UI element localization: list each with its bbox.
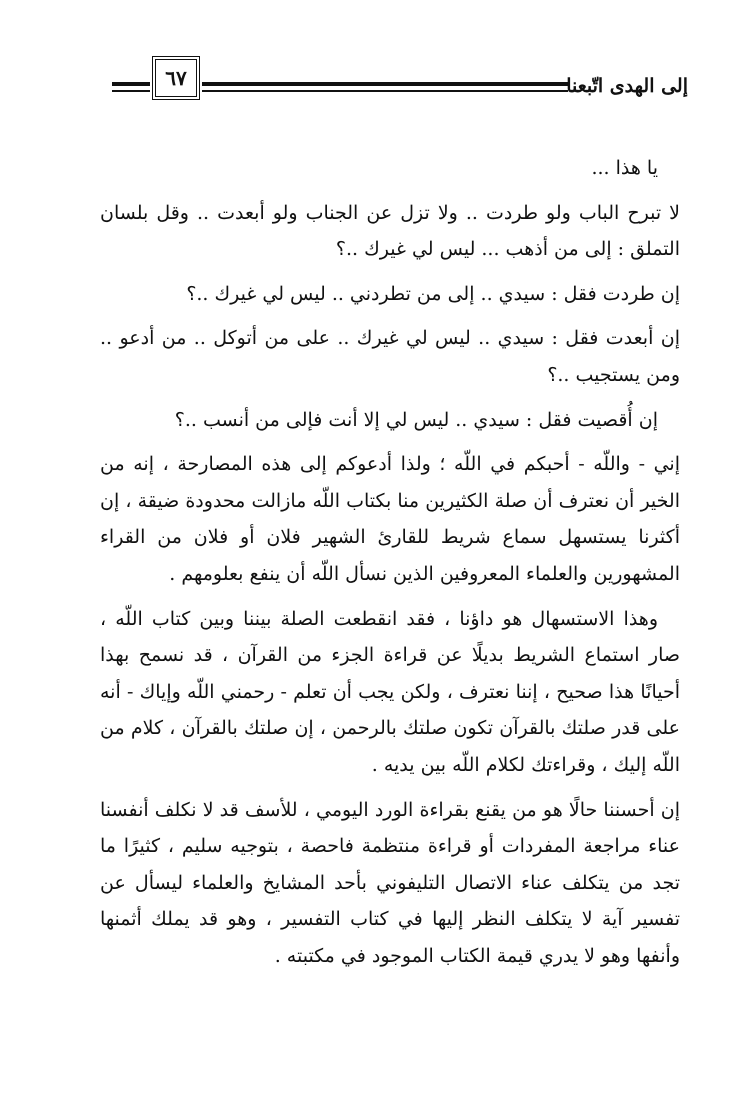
- running-title: إلى الهدى اتّبعنا: [566, 75, 688, 97]
- paragraph: وهذا الاستسهال هو داؤنا ، فقد انقطعت الصلة بيننا وبين كتاب اللّه ، صار استماع الشريط بديلًا عن قراءة الجزء من القرآن ، قد نسمح بهذا أحيانًا هذا صحيح ، إننا نعترف ، ولكن يجب أن تعلم - رحمني اللّه وإياك - أنه على قدر صلتك بالقرآن تكون صلتك بالرحمن ، إن صلتك بالقرآن ، كلام من اللّه إليك ، وقراءتك لكلام اللّه بين يديه .: [100, 607, 680, 776]
- header-rule-thick: [202, 82, 568, 86]
- page-body: [100, 150, 680, 982]
- paragraph: إن طردت فقل : سيدي .. إلى من تطردني .. ليس لي غيرك ..؟: [186, 282, 680, 305]
- header-rule-left-thin: [112, 90, 150, 92]
- page-number-box: [152, 56, 200, 100]
- paragraph: إن أُقصيت فقل : سيدي .. ليس لي إلا أنت فإلى من أنسب ..؟: [174, 408, 658, 431]
- page-header: [112, 56, 688, 112]
- paragraph: إن أبعدت فقل : سيدي .. ليس لي غيرك .. على من أتوكل .. من أدعو .. ومن يستجيب ..؟: [100, 327, 680, 386]
- paragraph: لا تبرح الباب ولو طردت .. ولا تزل عن الجناب ولو أبعدت .. وقل بلسان التملق : إلى من أذهب ... ليس لي غيرك ..؟: [100, 201, 680, 261]
- header-rule-thin: [202, 90, 568, 92]
- page-number: ٦٧: [165, 66, 187, 90]
- paragraph: إن أحسننا حالًا هو من يقنع بقراءة الورد اليومي ، للأسف قد لا نكلف أنفسنا عناء مراجعة المفردات أو قراءة منتظمة فاحصة ، بتوجيه سليم ، كثيرًا ما تجد من يتكلف عناء الاتصال التليفوني بأحد المشايخ والعلماء ليسأل عن تفسير آية لا يتكلف النظر إليها في كتاب التفسير ، وهو قد يملك أثمنها وأنفها وهو لا يدري قيمة الكتاب الموجود في مكتبته .: [100, 798, 680, 967]
- paragraph: يا هذا ...: [591, 157, 658, 179]
- paragraph: إني - واللّه - أحبكم في اللّه ؛ ولذا أدعوكم إلى هذه المصارحة ، إنه من الخير أن نعترف أن صلة الكثيرين منا بكتاب اللّه مازالت محدودة ضيقة ، إن أكثرنا يستسهل سماع شريط للقارئ الشهير فلان أو فلان من القراء المشهورين والعلماء المعروفين الذين نسأل اللّه أن ينفع بعلومهم .: [100, 453, 680, 585]
- header-rule-left-thick: [112, 82, 150, 86]
